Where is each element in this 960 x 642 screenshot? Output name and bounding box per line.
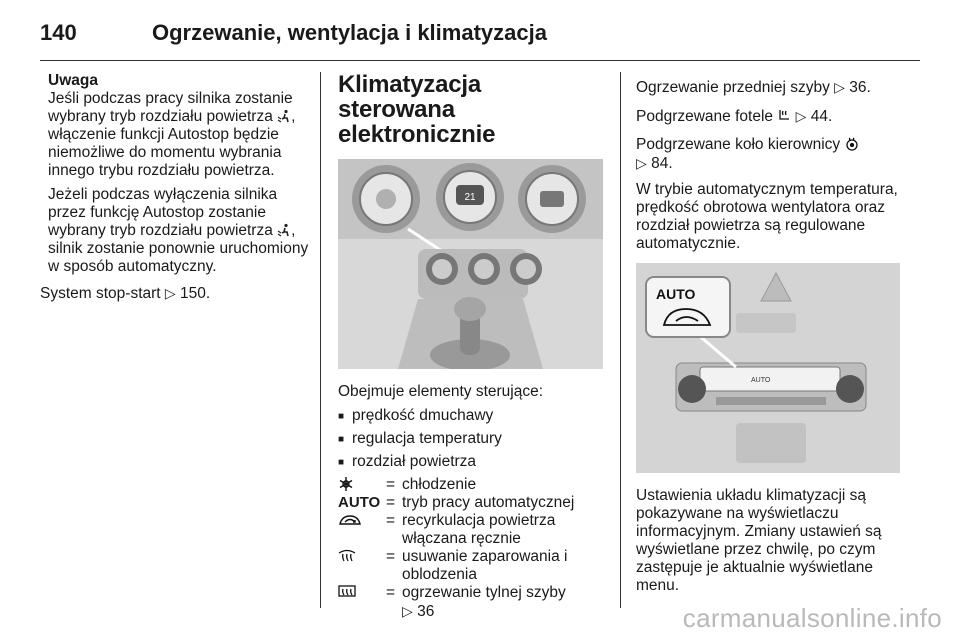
recirculation-icon bbox=[338, 512, 386, 548]
air-distribution-footwell-icon bbox=[277, 223, 291, 237]
column-middle bbox=[338, 72, 603, 621]
page-link-44[interactable]: 44. bbox=[810, 108, 833, 125]
page-link-84[interactable]: 84. bbox=[651, 155, 673, 172]
controls-list bbox=[338, 407, 603, 471]
heated-steering-wheel-ref: Podgrzewane koło kierownicy ▷ 84. bbox=[636, 136, 902, 173]
info-display-figure bbox=[636, 263, 900, 473]
definition-row: = usuwanie zaparowania i oblodzenia bbox=[338, 548, 603, 584]
symbol-definitions bbox=[338, 476, 603, 621]
svg-text:21: 21 bbox=[464, 192, 476, 203]
note-title: Uwaga bbox=[48, 72, 98, 89]
column-divider-1 bbox=[320, 72, 321, 608]
definition-row: = chłodzenie bbox=[338, 476, 603, 494]
reference-arrow-icon: ▷ bbox=[834, 79, 845, 95]
note-paragraph-2: Jeżeli podczas wyłączenia silnika przez funkcję Autostop zostanie wybrany tryb rozdziału powietrza , silnik zostanie ponownie uruchomiony w sposób automatyczny. bbox=[48, 186, 309, 275]
info-display-illustration bbox=[636, 263, 900, 473]
svg-text:AUTO: AUTO bbox=[656, 286, 696, 302]
front-windscreen-heating-ref: Ogrzewanie przedniej szyby ▷ 36. bbox=[636, 79, 871, 96]
heated-seats-ref: Podgrzewane fotele ▷ 44. bbox=[636, 108, 833, 125]
reference-arrow-icon: ▷ bbox=[795, 108, 807, 124]
section-title: Klimatyzacja sterowana elektronicznie bbox=[338, 71, 496, 148]
reference-arrow-icon: ▷ bbox=[164, 285, 176, 301]
fan-knob-right bbox=[518, 165, 586, 233]
climate-control-figure bbox=[338, 159, 603, 369]
steering-wheel-icon bbox=[845, 137, 859, 151]
page-link-36[interactable]: 36 bbox=[417, 603, 435, 620]
heated-seat-icon bbox=[777, 109, 791, 123]
watermark: carmanualsonline.info bbox=[682, 603, 942, 633]
auto-mode-label: AUTO bbox=[338, 494, 381, 511]
list-item: ■ regulacja temperatury bbox=[338, 430, 603, 448]
page-number: 140 bbox=[40, 20, 77, 45]
page-link-150[interactable]: 150. bbox=[180, 285, 211, 302]
dashboard-controls-illustration bbox=[338, 159, 603, 369]
auto-mode-description: W trybie automatycznym temperatura, prędkość obrotowa wentylatora oraz rozdział powietrza są regulowane automatycznie. bbox=[636, 181, 898, 252]
lower-knobs bbox=[426, 253, 542, 285]
display-knob-center bbox=[436, 163, 504, 231]
header-rule bbox=[40, 60, 920, 61]
list-item: ■ rozdział powietrza bbox=[338, 453, 603, 471]
page-link-36[interactable]: 36. bbox=[849, 79, 871, 96]
temperature-knob-left bbox=[352, 165, 420, 233]
svg-text:AUTO: AUTO bbox=[751, 377, 771, 384]
intro-text: Obejmuje elementy sterujące: bbox=[338, 383, 544, 400]
reference-arrow-icon: ▷ bbox=[402, 603, 413, 619]
definition-row: = ogrzewanie tylnej szyby ▷ 36 bbox=[338, 584, 603, 621]
list-item: ■ prędkość dmuchawy bbox=[338, 407, 603, 425]
note-paragraph-1: Jeśli podczas pracy silnika zostanie wybrany tryb rozdziału powietrza , włączenie funkcji Autostop będzie niemożliwe do momentu wybrania innego trybu rozdziału powietrza. bbox=[48, 90, 296, 179]
definition-row: = recyrkulacja powietrza włączana ręcznie bbox=[338, 512, 603, 548]
front-defrost-icon bbox=[338, 548, 386, 584]
rear-defrost-icon bbox=[338, 584, 386, 621]
chapter-title: Ogrzewanie, wentylacja i klimatyzacja bbox=[152, 20, 547, 45]
definition-row: AUTO = tryb pracy automatycznej bbox=[338, 494, 575, 511]
column-divider-2 bbox=[620, 72, 621, 608]
page-header bbox=[40, 14, 920, 60]
air-distribution-footwell-icon bbox=[277, 109, 291, 123]
snowflake-icon bbox=[338, 476, 386, 494]
reference-arrow-icon: ▷ bbox=[636, 155, 647, 171]
column-right bbox=[636, 72, 902, 601]
stop-start-reference: System stop-start ▷ 150. bbox=[40, 285, 211, 302]
column-left bbox=[40, 72, 310, 309]
display-description: Ustawienia układu klimatyzacji są pokazywane na wyświetlaczu informacyjnym. Zmiany ustawień są wyświetlane przez chwilę, po czym zastępuje je aktualnie wyświetlane menu. bbox=[636, 487, 882, 594]
